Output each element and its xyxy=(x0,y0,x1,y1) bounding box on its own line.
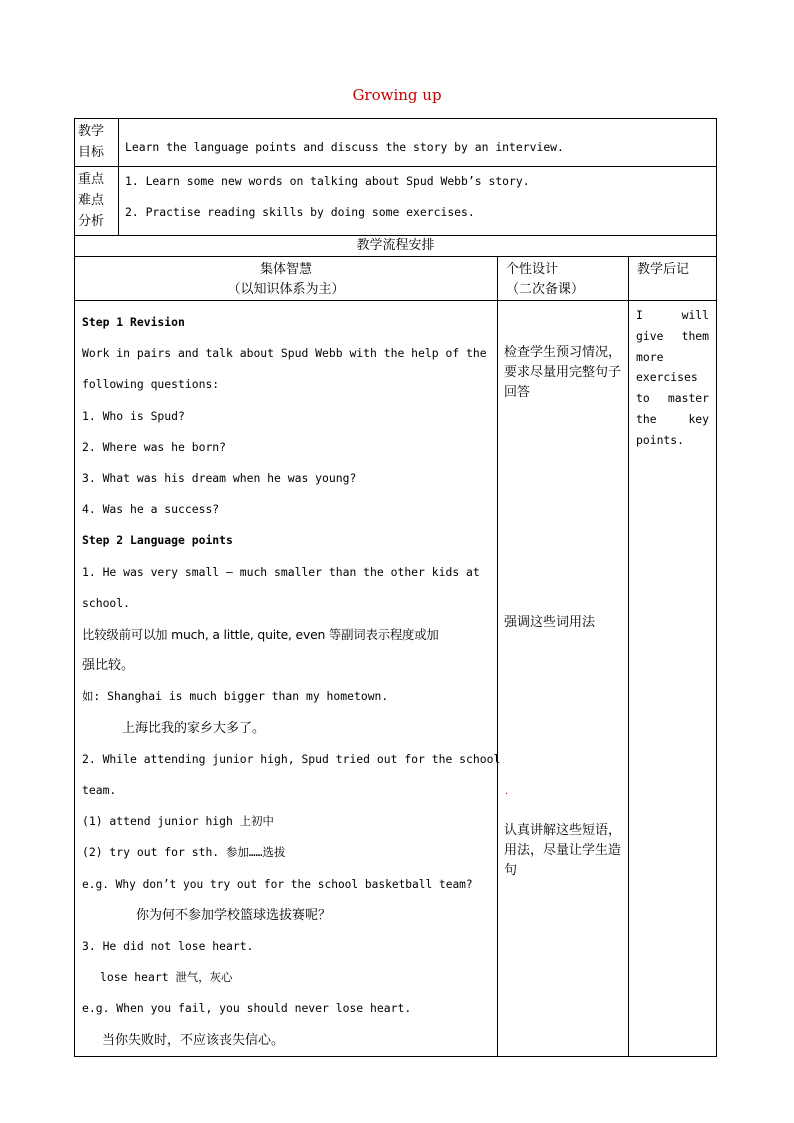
point2-example-cn: 你为何不参加学校篮球选拔赛呢？ xyxy=(136,907,332,923)
focus-content xyxy=(119,167,717,236)
design-note-2: 强调这些词用法 xyxy=(504,615,596,630)
main-column-subtitle: （以知识体系为主） xyxy=(227,282,345,297)
focus-label-line-3: 分析 xyxy=(78,214,105,229)
question-2: 2. Where was he born? xyxy=(82,439,227,454)
reflection-text: I will give them more exercises to master the key points. xyxy=(636,308,710,447)
point1-note-b: 强比较。 xyxy=(82,658,135,674)
design-note-1: 检查学生预习情况，要求尽量用完整句子回答 xyxy=(504,345,622,400)
point1-line-a: 1. He was very small — much smaller than the other kids at xyxy=(82,564,480,579)
point1-line-b: school. xyxy=(82,595,131,610)
point1-note-a: 比较级前可以加 much, a little, quite, even 等副词表示程度或加 xyxy=(82,627,439,643)
point2-line-b: team. xyxy=(82,783,117,798)
main-content xyxy=(75,301,501,1057)
question-4: 4. Was he a success? xyxy=(82,502,220,517)
point1-example-cn: 上海比我的家乡大多了。 xyxy=(122,720,266,736)
point3-phrase: lose heart 泄气，灰心 xyxy=(100,970,233,985)
goal-label-line-1: 教学 xyxy=(78,124,105,139)
focus-item-2: 2. Practise reading skills by doing some exercises. xyxy=(125,205,475,219)
design-column-title: 个性设计 xyxy=(506,262,559,277)
point2-example: e.g. Why don’t you try out for the school basketball team? xyxy=(82,877,473,891)
step1-intro-a: Work in pairs and talk about Spud Webb with the help of the xyxy=(82,346,487,361)
focus-row xyxy=(75,167,717,236)
page-title: Growing up xyxy=(352,86,442,104)
red-dot-mark: · xyxy=(505,789,509,800)
design-column-subtitle: （二次备课） xyxy=(506,282,585,297)
goal-text: Learn the language points and discuss the story by an interview. xyxy=(119,119,717,167)
point2-phrase-1: (1) attend junior high 上初中 xyxy=(82,814,274,829)
main-column-header xyxy=(75,257,498,301)
point2-phrase-2: (2) try out for sth. 参加……选拔 xyxy=(82,845,286,860)
point2-line-a: 2. While attending junior high, Spud tried out for the school xyxy=(82,751,501,766)
point1-example: 如: Shanghai is much bigger than my hometown. xyxy=(82,689,389,704)
focus-label xyxy=(75,167,119,236)
focus-label-line-1: 重点 xyxy=(78,172,105,187)
column-header-row xyxy=(75,257,717,301)
point3-example-cn: 当你失败时，不应该丧失信心。 xyxy=(102,1032,285,1048)
design-column-header xyxy=(498,257,629,301)
reflection-column-header: 教学后记 xyxy=(629,257,717,301)
reflection-content xyxy=(629,301,717,1057)
focus-item-1: 1. Learn some new words on talking about Spud Webb’s story. xyxy=(125,174,530,188)
goal-label xyxy=(75,119,119,167)
design-note-3: 认真讲解这些短语，用法，尽量让学生造句 xyxy=(504,823,622,878)
step2-title: Step 2 Language points xyxy=(82,533,233,548)
question-3: 3. What was his dream when he was young? xyxy=(82,471,357,486)
focus-label-line-2: 难点 xyxy=(78,193,105,208)
step1-title: Step 1 Revision xyxy=(82,315,185,329)
question-1: 1. Who is Spud? xyxy=(82,408,185,423)
lesson-plan-table xyxy=(74,118,717,1057)
goal-label-line-2: 目标 xyxy=(78,145,105,160)
step1-intro-b: following questions: xyxy=(82,377,220,392)
goal-row xyxy=(75,119,717,167)
flow-header: 教学流程安排 xyxy=(75,236,717,257)
flow-header-row xyxy=(75,236,717,257)
point3-example: e.g. When you fail, you should never lose heart. xyxy=(82,1001,412,1016)
point3-line-a: 3. He did not lose heart. xyxy=(82,939,254,954)
content-row xyxy=(75,301,717,1057)
main-column-title: 集体智慧 xyxy=(259,262,312,277)
design-content xyxy=(498,301,629,1057)
